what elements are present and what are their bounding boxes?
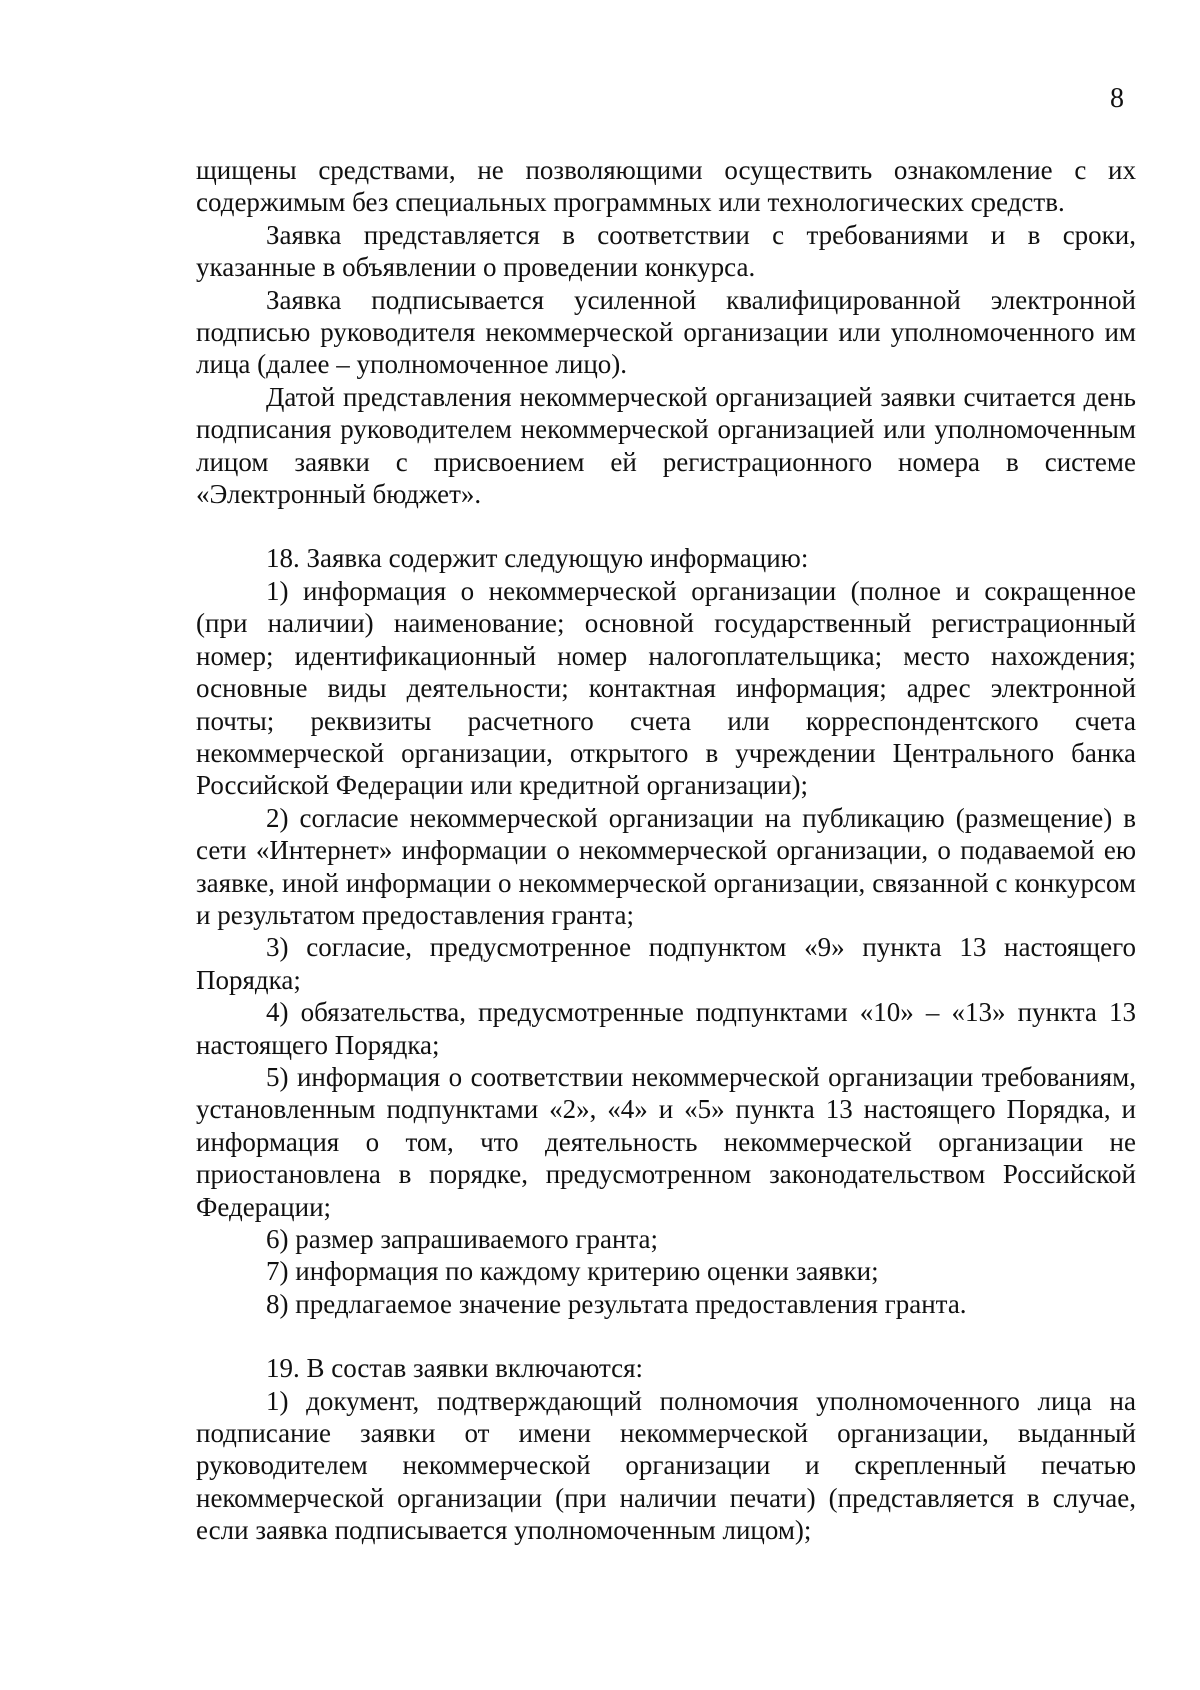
clause-18-item-8: 8) предлагаемое значение результата предоставления гранта. (266, 1288, 967, 1319)
paragraph-submission-terms: Заявка представляется в соответствии с требованиями и в сроки, указанные в объявлении о проведении конкурса. (196, 219, 1136, 283)
clause-18-item-2: 2) согласие некоммерческой организации на публикацию (размещение) в сети «Интернет» информации о некоммерческой организации, о подаваемой ею заявке, иной информации о некоммерческой организации, связанной с конкурсом и результатом предоставления гранта; (196, 802, 1136, 930)
clause-19-item-1: 1) документ, подтверждающий полномочия уполномоченного лица на подписание заявки от имени некоммерческой организации, выданный руководителем некоммерческой организации и скрепленный печатью некоммерческой организации (при наличии печати) (представляется в случае, если заявка подписывается уполномоченным лицом); (196, 1385, 1136, 1546)
paragraph-submission-date: Датой представления некоммерческой организацией заявки считается день подписания руководителем некоммерческой организацией или уполномоченным лицом заявки с присвоением ей регистрационного номера в системе «Электронный бюджет». (196, 381, 1136, 510)
clause-18-item-4: 4) обязательства, предусмотренные подпунктами «10» – «13» пункта 13 настоящего Порядка; (196, 997, 1136, 1060)
paragraph-signature: Заявка подписывается усиленной квалифицированной электронной подписью руководителя некоммерческой организации или уполномоченного им лица (далее – уполномоченное лицо). (196, 284, 1136, 380)
clause-18-item-1: 1) информация о некоммерческой организации (полное и сокращенное (при наличии) наименование; основной государственный регистрационный номер; идентификационный номер налогоплательщика; место нахождения; основные виды деятельности; контактная информация; адрес электронной почты; реквизиты расчетного счета или корреспондентского счета некоммерческой организации, открытого в учреждении Центрального банка Российской Федерации или кредитной организации); (196, 575, 1136, 801)
clause-18-item-3: 3) согласие, предусмотренное подпунктом «9» пункта 13 настоящего Порядка; (196, 932, 1136, 995)
section-gap (196, 1320, 1136, 1352)
paragraph-continuation: щищены средствами, не позволяющими осуществить ознакомление с их содержимым без специальных программных или технологических средств. (196, 155, 1136, 218)
document-body (196, 154, 1136, 1547)
clause-19-heading: 19. В состав заявки включаются: (266, 1353, 644, 1384)
clause-18-item-7: 7) информация по каждому критерию оценки заявки; (266, 1256, 879, 1287)
section-gap (196, 510, 1136, 542)
clause-18-heading: 18. Заявка содержит следующую информацию: (266, 543, 809, 574)
page-number: 8 (1110, 83, 1124, 114)
clause-18-item-5: 5) информация о соответствии некоммерческой организации требованиям, установленным подпунктами «2», «4» и «5» пункта 13 настоящего Порядка, и информация о том, что деятельность некоммерческой организации не приостановлена в порядке, предусмотренном законодательством Российской Федерации; (196, 1061, 1136, 1222)
clause-18-item-6: 6) размер запрашиваемого гранта; (266, 1224, 659, 1254)
